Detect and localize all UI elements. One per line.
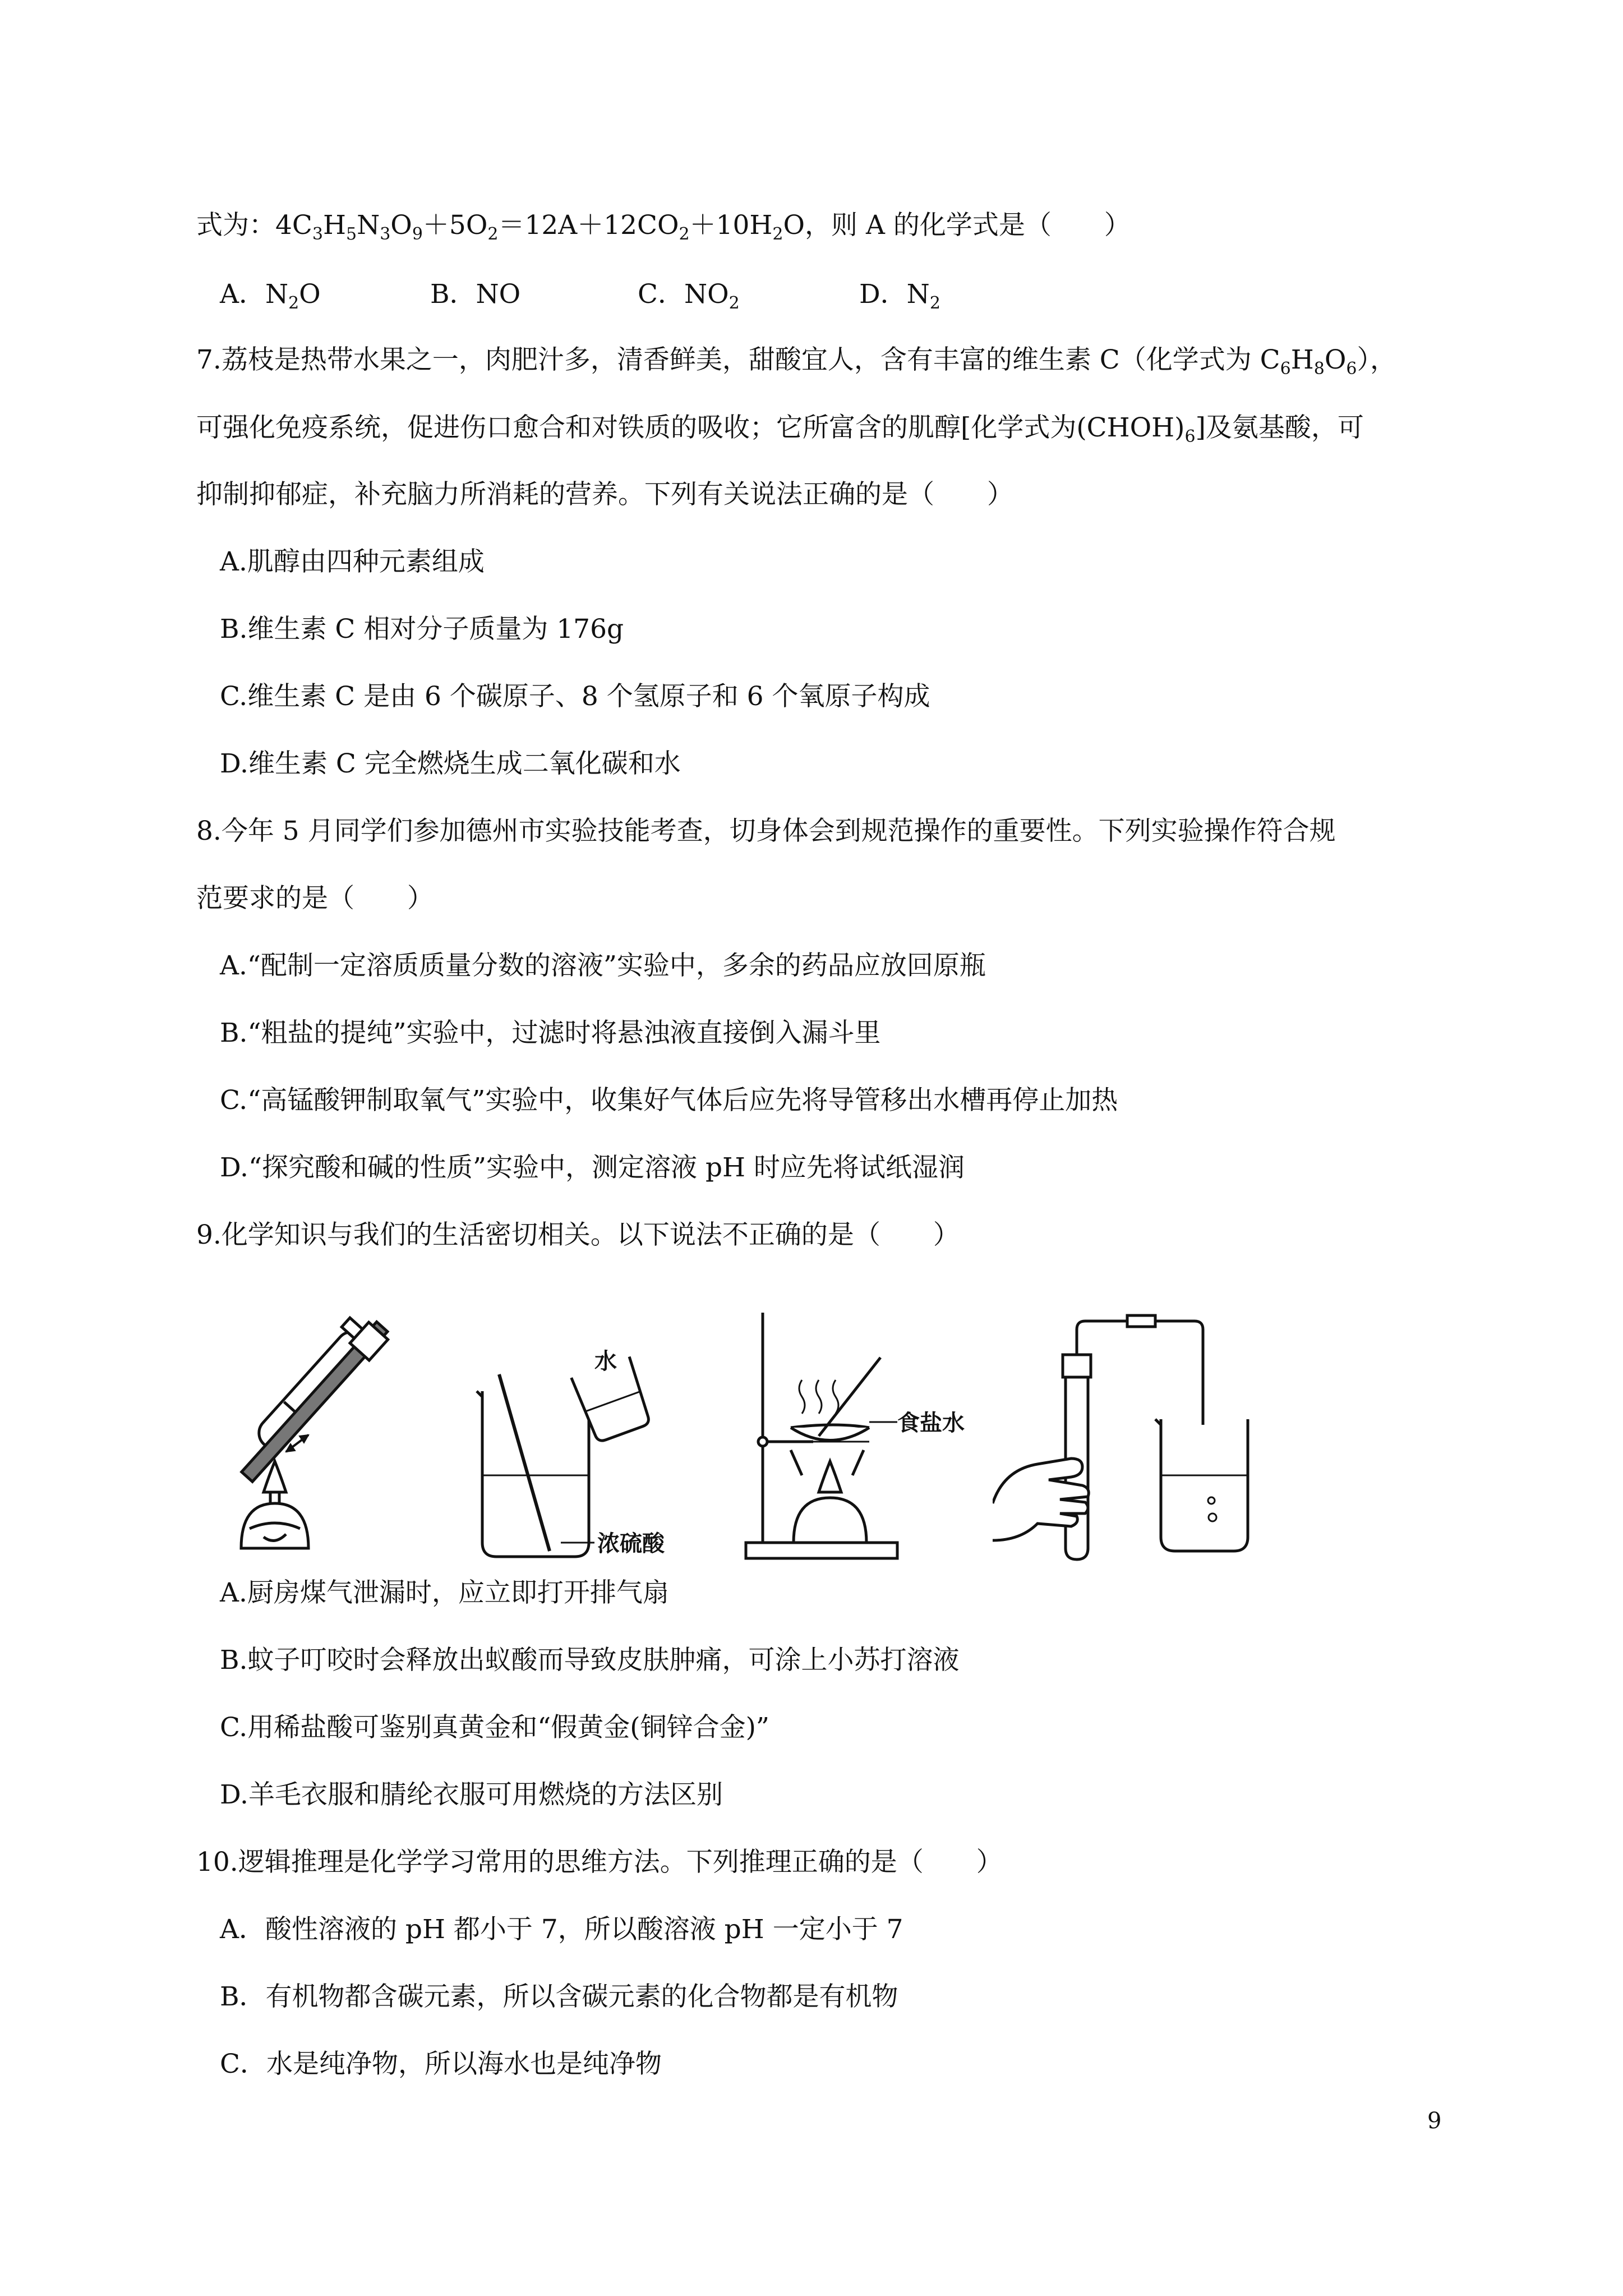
q7-stem-line1: 7.荔枝是热带水果之一，肉肥汁多，清香鲜美，甜酸宜人，含有丰富的维生素 C（化学式为 $C_6H_8O_6$），: [196, 344, 1396, 379]
airtightness-figure: [993, 1307, 1267, 1565]
q6-option-c[interactable]: C．$NO_2$: [638, 279, 740, 313]
conc-acid-label: 浓硫酸: [597, 1531, 665, 1557]
q6-stem: 式为：$4C_3H_5N_3O_9+5O_2=12A+12CO_2+10H_2O$，则 A 的化学式是（ ）: [196, 210, 1131, 244]
q9-option-b[interactable]: B.蚊子叮咬时会释放出蚁酸而导致皮肤肿痛，可涂上小苏打溶液: [220, 1645, 960, 1676]
q9-option-a[interactable]: A.厨房煤气泄漏时，应立即打开排气扇: [220, 1577, 669, 1608]
q7-stem-line3: 抑制抑郁症，补充脑力所消耗的营养。下列有关说法正确的是（ ）: [196, 479, 1013, 510]
evaporation-figure: [729, 1307, 987, 1565]
water-label: 水: [594, 1349, 617, 1374]
q8-option-c[interactable]: C.“高锰酸钾制取氧气”实验中，收集好气体后应先将导管移出水槽再停止加热: [220, 1085, 1118, 1116]
q9-option-c[interactable]: C.用稀盐酸可鉴别真黄金和“假黄金(铜锌合金)”: [220, 1712, 769, 1743]
q10-option-a[interactable]: A．酸性溶液的 pH 都小于 7，所以酸溶液 pH 一定小于 7: [220, 1914, 903, 1945]
q8-stem-line2: 范要求的是（ ）: [196, 883, 434, 914]
q7-option-c[interactable]: C.维生素 C 是由 6 个碳原子、8 个氢原子和 6 个氧原子构成: [220, 681, 930, 712]
q6-option-b[interactable]: B．NO: [430, 279, 521, 310]
q9-option-d[interactable]: D.羊毛衣服和腈纶衣服可用燃烧的方法区别: [220, 1779, 723, 1810]
q7-stem-line2: 可强化免疫系统，促进伤口愈合和对铁质的吸收；它所富含的肌醇[化学式为$(CHOH)_6$]及氨基酸，可: [196, 412, 1364, 447]
q7-option-b[interactable]: B.维生素 C 相对分子质量为 176g: [220, 614, 624, 645]
q8-option-b[interactable]: B.“粗盐的提纯”实验中，过滤时将悬浊液直接倒入漏斗里: [220, 1018, 881, 1048]
test-tube-heating-figure: [224, 1307, 437, 1565]
q9-figures: [224, 1307, 1267, 1565]
q7-option-a[interactable]: A.肌醇由四种元素组成: [220, 546, 485, 577]
q9-stem: 9.化学知识与我们的生活密切相关。以下说法不正确的是（ ）: [196, 1220, 960, 1250]
q6-option-d[interactable]: D．$N_2$: [859, 279, 940, 313]
q10-option-b[interactable]: B．有机物都含碳元素，所以含碳元素的化合物都是有机物: [220, 1981, 898, 2012]
q10-stem: 10.逻辑推理是化学学习常用的思维方法。下列推理正确的是（ ）: [196, 1847, 1003, 1878]
brine-label: 食盐水: [897, 1410, 965, 1436]
q6-option-a[interactable]: A．$N_2O$: [220, 279, 321, 313]
page-number: 9: [1427, 2108, 1442, 2134]
dilution-figure: [465, 1307, 690, 1565]
q8-option-d[interactable]: D.“探究酸和碱的性质”实验中，测定溶液 pH 时应先将试纸湿润: [220, 1152, 965, 1183]
q10-option-c[interactable]: C．水是纯净物，所以海水也是纯净物: [220, 2049, 662, 2079]
q8-option-a[interactable]: A.“配制一定溶质质量分数的溶液”实验中，多余的药品应放回原瓶: [220, 950, 986, 981]
q7-option-d[interactable]: D.维生素 C 完全燃烧生成二氧化碳和水: [220, 748, 681, 779]
q8-stem-line1: 8.今年 5 月同学们参加德州市实验技能考查，切身体会到规范操作的重要性。下列实验操作符合规: [196, 816, 1336, 846]
